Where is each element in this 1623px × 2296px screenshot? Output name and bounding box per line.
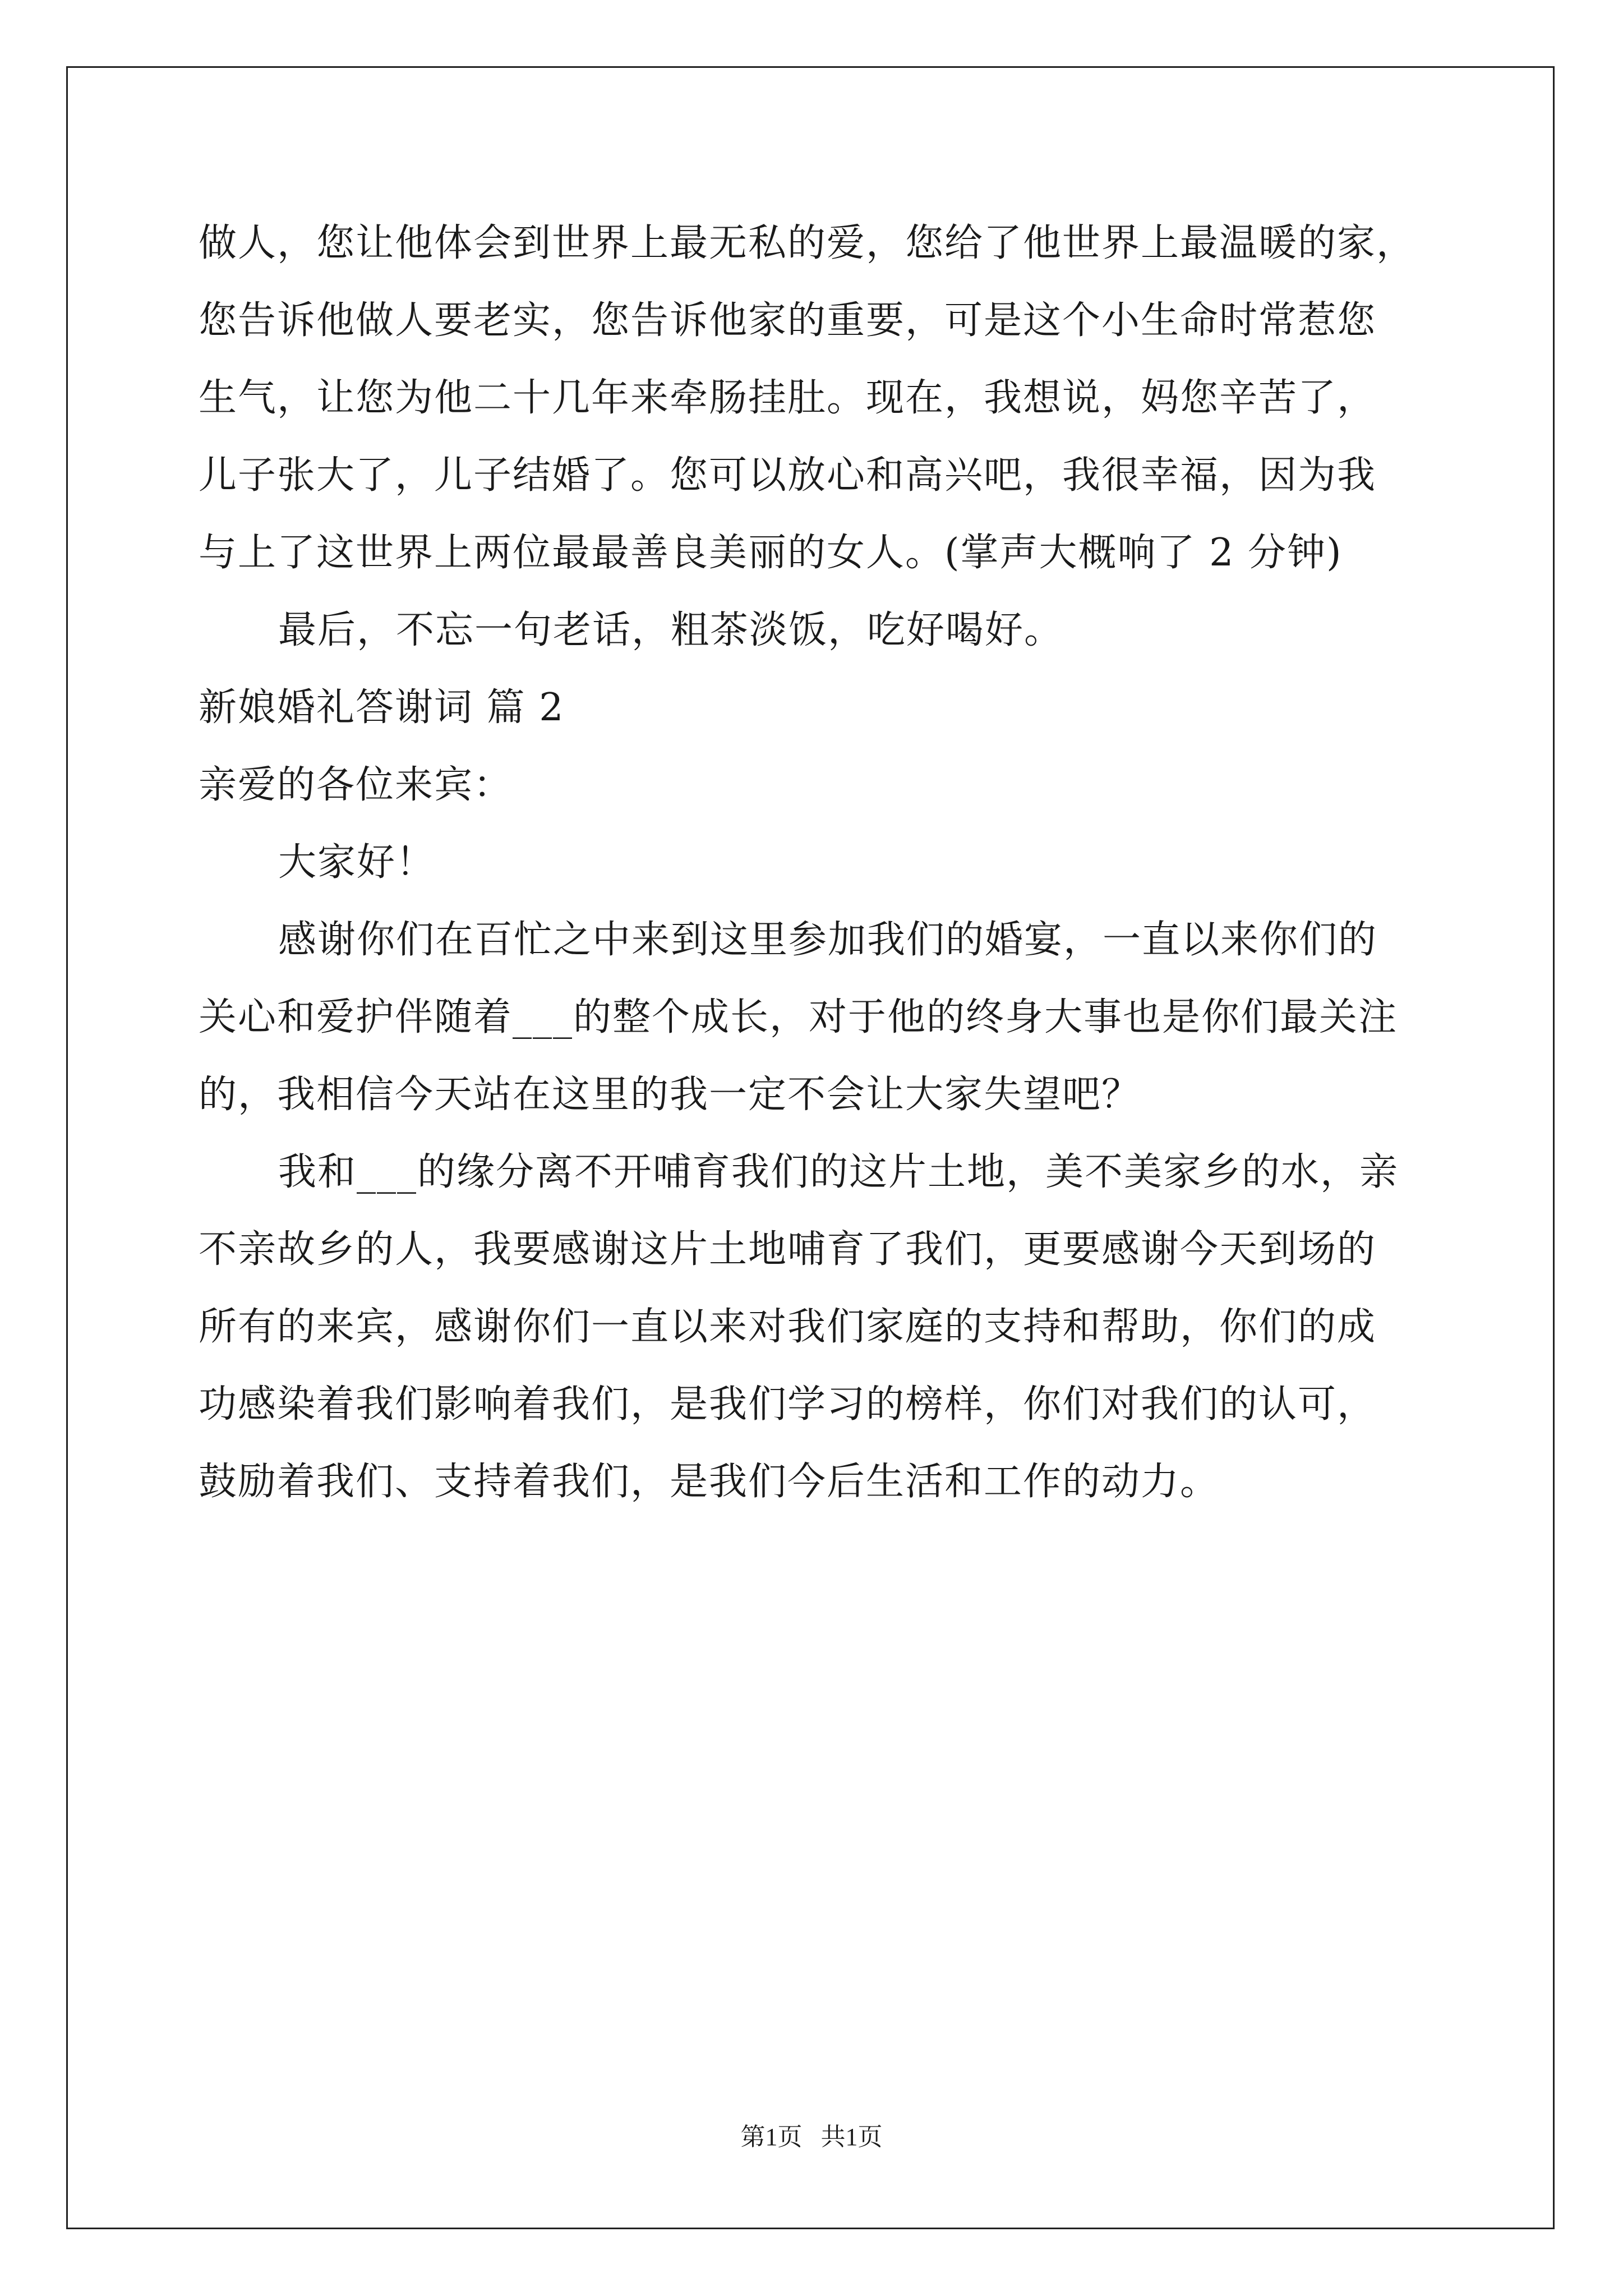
body-text-line: 生气，让您为他二十几年来牵肠挂肚。现在，我想说，妈您辛苦了，	[199, 376, 1377, 420]
body-text-line: 儿子张大了，儿子结婚了。您可以放心和高兴吧，我很幸福，因为我	[199, 453, 1377, 498]
body-text-line: 与上了这世界上两位最最善良美丽的女人。(掌声大概响了 2 分钟)	[199, 531, 1343, 575]
body-text-line: 我和___的缘分离不开哺育我们的这片土地，美不美家乡的水，亲	[278, 1150, 1399, 1194]
greeting: 大家好！	[278, 840, 436, 885]
body-text-line: 关心和爱护伴随着___的整个成长，对于他的终身大事也是你们最关注	[199, 995, 1398, 1039]
body-text-line: 的，我相信今天站在这里的我一定不会让大家失望吧？	[199, 1073, 1141, 1117]
section-heading: 新娘婚礼答谢词 篇 2	[199, 685, 565, 730]
salutation: 亲爱的各位来宾：	[199, 763, 513, 807]
body-text-line: 最后，不忘一句老话，粗茶淡饭，吃好喝好。	[278, 608, 1064, 652]
body-text-line: 功感染着我们影响着我们，是我们学习的榜样，你们对我们的认可，	[199, 1382, 1377, 1427]
body-text-line: 鼓励着我们、支持着我们，是我们今后生活和工作的动力。	[199, 1460, 1220, 1504]
body-text-line: 您告诉他做人要老实，您告诉他家的重要，可是这个小生命时常惹您	[199, 298, 1377, 343]
body-text-line: 感谢你们在百忙之中来到这里参加我们的婚宴，一直以来你们的	[278, 918, 1378, 962]
body-text-line: 不亲故乡的人，我要感谢这片土地哺育了我们，更要感谢今天到场的	[199, 1227, 1377, 1272]
body-text-line: 做人，您让他体会到世界上最无私的爱，您给了他世界上最温暖的家，	[199, 221, 1416, 265]
page-footer: 第1页 共1页	[740, 2123, 883, 2151]
body-text-line: 所有的来宾，感谢你们一直以来对我们家庭的支持和帮助，你们的成	[199, 1305, 1377, 1349]
